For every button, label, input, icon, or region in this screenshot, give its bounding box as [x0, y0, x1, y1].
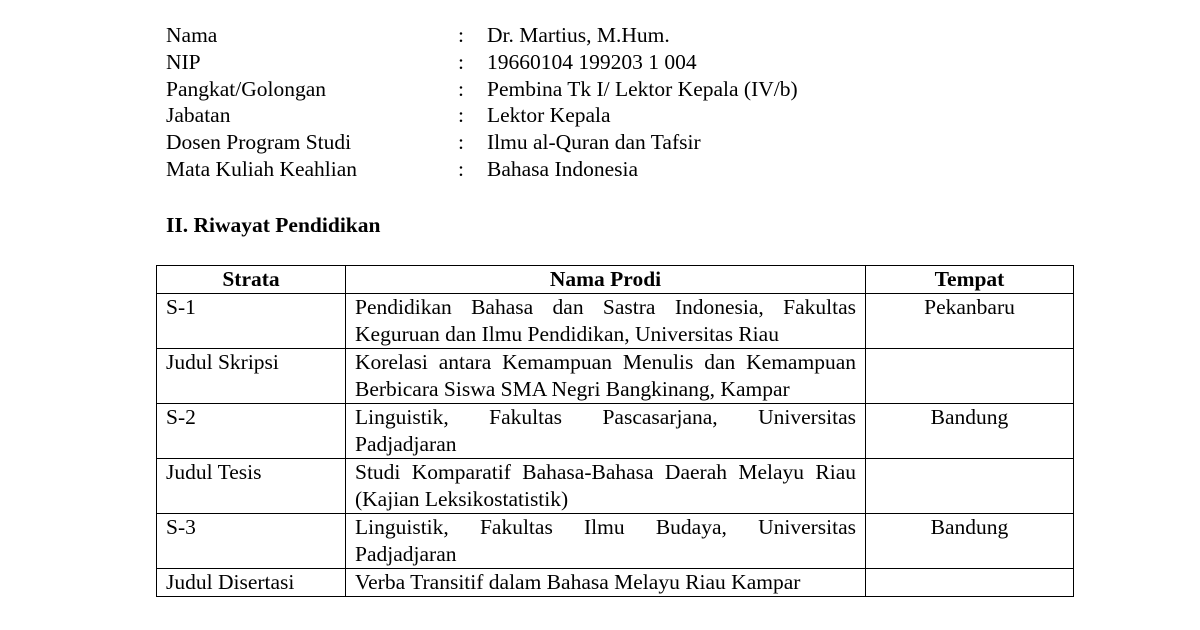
identity-row-pangkat [166, 76, 987, 103]
cell-strata: S-1 [157, 294, 346, 349]
table-header-row [157, 266, 1074, 294]
identity-label: NIP [166, 49, 201, 74]
cell-tempat: Bandung [866, 404, 1074, 459]
table-row [157, 294, 1074, 349]
cell-prodi: Pendidikan Bahasa dan Sastra Indonesia, Fakultas Keguruan dan Ilmu Pendidikan, Universitas Riau [346, 294, 866, 349]
table-row [157, 404, 1074, 459]
table-row [157, 569, 1074, 597]
cell-prodi: Linguistik, Fakultas Pascasarjana, Universitas Padjadjaran [346, 404, 866, 459]
table-row [157, 459, 1074, 514]
cell-prodi: Linguistik, Fakultas Ilmu Budaya, Universitas Padjadjaran [346, 514, 866, 569]
identity-colon: : [458, 23, 464, 47]
identity-value: Ilmu al-Quran dan Tafsir [487, 130, 701, 155]
identity-row-jabatan [166, 102, 987, 129]
identity-colon: : [458, 103, 464, 128]
identity-value: Bahasa Indonesia [487, 156, 639, 181]
cell-strata: S-2 [157, 404, 346, 459]
identity-label: Jabatan [166, 103, 231, 128]
identity-block [166, 22, 987, 183]
identity-row-nip [166, 49, 987, 76]
identity-label: Dosen Program Studi [166, 130, 352, 155]
header-strata: Strata [157, 266, 346, 294]
section-title: II. Riwayat Pendidikan [166, 213, 381, 237]
cell-prodi: Verba Transitif dalam Bahasa Melayu Riau Kampar [346, 569, 866, 597]
header-nama-prodi: Nama Prodi [346, 266, 866, 294]
education-table [156, 265, 1074, 597]
identity-value: Dr. Martius, M.Hum. [487, 23, 670, 47]
identity-colon: : [458, 76, 464, 101]
cell-strata: Judul Tesis [157, 459, 346, 514]
identity-value: Lektor Kepala [487, 103, 611, 128]
cell-tempat [866, 569, 1074, 597]
cell-prodi: Korelasi antara Kemampuan Menulis dan Kemampuan Berbicara Siswa SMA Negri Bangkinang, Kampar [346, 349, 866, 404]
cell-tempat [866, 349, 1074, 404]
identity-label: Nama [166, 23, 218, 47]
identity-label: Pangkat/Golongan [166, 76, 327, 101]
cell-tempat: Bandung [866, 514, 1074, 569]
identity-value: Pembina Tk I/ Lektor Kepala (IV/b) [487, 76, 798, 101]
identity-colon: : [458, 130, 464, 155]
cell-strata: Judul Skripsi [157, 349, 346, 404]
cell-strata: S-3 [157, 514, 346, 569]
identity-value: 19660104 199203 1 004 [487, 49, 697, 74]
identity-label: Mata Kuliah Keahlian [166, 156, 358, 181]
identity-row-nama [166, 22, 987, 49]
identity-row-prodi [166, 129, 987, 156]
identity-row-keahlian [166, 156, 987, 183]
header-tempat: Tempat [866, 266, 1074, 294]
identity-colon: : [458, 49, 464, 74]
cell-prodi: Studi Komparatif Bahasa-Bahasa Daerah Melayu Riau (Kajian Leksikostatistik) [346, 459, 866, 514]
cell-tempat [866, 459, 1074, 514]
table-row [157, 349, 1074, 404]
table-row [157, 514, 1074, 569]
cell-strata: Judul Disertasi [157, 569, 346, 597]
identity-colon: : [458, 156, 464, 181]
cell-tempat: Pekanbaru [866, 294, 1074, 349]
